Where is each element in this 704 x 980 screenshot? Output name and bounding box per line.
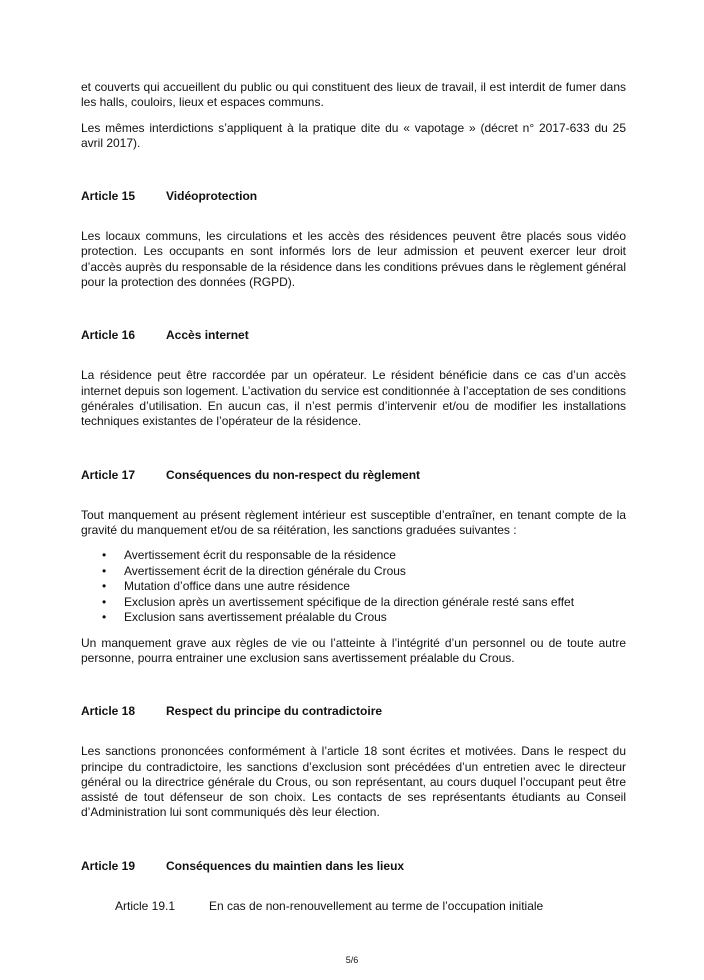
article-19-1-title: En cas de non-renouvellement au terme de l’occupation initiale: [209, 898, 544, 913]
list-item: • Avertissement écrit de la direction générale du Crous: [102, 563, 406, 578]
article-16-heading: [81, 328, 626, 343]
article-15-number: Article 15: [81, 189, 136, 204]
article-17-after: Un manquement grave aux règles de vie ou l’atteinte à l’intégrité d’un personnel ou de toute autre personne, pourra entrainer une exclusion sans avertissement préalable du Crous.: [81, 635, 626, 665]
page-content: [81, 80, 626, 914]
article-19-1-heading: [115, 899, 626, 914]
article-18-body: Les sanctions prononcées conformément à l’article 18 sont écrites et motivées. Dans le respect du principe du contradictoire, les sanctions d’exclusion sont précédées d’un entretien avec le directeur général ou la directrice générale du Crous, ou son représentant, au cours duquel l’occupant peut être assisté de tout défenseur de son choix. Les contacts de ses représentants étudiants au Conseil d’Administration lui sont communiqués dès leur élection.: [81, 744, 626, 820]
intro-paragraph-2: Les mêmes interdictions s’appliquent à la pratique dite du « vapotage » (décret n° 2017-633 du 25 avril 2017).: [81, 120, 626, 150]
bullet-icon: •: [102, 548, 107, 563]
list-item: • Mutation d’office dans une autre résidence: [102, 579, 350, 594]
article-18-heading: [81, 704, 626, 719]
bullet-icon: •: [102, 579, 107, 594]
article-19-heading: [81, 859, 626, 874]
sanctions-list: [81, 548, 626, 626]
list-item: • Exclusion après un avertissement spécifique de la direction générale resté sans effet: [102, 594, 575, 609]
article-17-body: Tout manquement au présent règlement intérieur est susceptible d’entraîner, en tenant compte de la gravité du manquement et/ou de sa réitération, les sanctions graduées suivantes :: [81, 507, 626, 537]
list-item: • Avertissement écrit du responsable de la résidence: [102, 548, 396, 563]
article-18-title: Respect du principe du contradictoire: [166, 704, 383, 719]
bullet-icon: •: [102, 594, 107, 609]
bullet-icon: •: [102, 610, 107, 625]
article-16-body: La résidence peut être raccordée par un opérateur. Le résident bénéficie dans ce cas d’un accès internet depuis son logement. L’activation du service est conditionnée à l’acceptation de ses conditions générales d’utilisation. En aucun cas, il n’est permis d’intervenir et/ou de modifier les installations techniques existantes de l’opérateur de la résidence.: [81, 368, 627, 429]
article-16-number: Article 16: [81, 328, 136, 343]
article-19-number: Article 19: [81, 858, 136, 873]
article-19-title: Conséquences du maintien dans les lieux: [166, 858, 405, 873]
article-16-title: Accès internet: [166, 328, 249, 343]
intro-paragraph-1: et couverts qui accueillent du public ou qui constituent des lieux de travail, il est interdit de fumer dans les halls, couloirs, lieux et espaces communs.: [81, 80, 626, 110]
article-15-title: Vidéoprotection: [166, 189, 258, 204]
article-17-title: Conséquences du non-respect du règlement: [166, 467, 421, 482]
article-17-heading: [81, 468, 626, 483]
list-item: • Exclusion sans avertissement préalable du Crous: [102, 610, 387, 625]
bullet-icon: •: [102, 563, 107, 578]
article-17-number: Article 17: [81, 467, 136, 482]
page-number: 5/6: [345, 955, 359, 965]
article-18-number: Article 18: [81, 704, 136, 719]
article-15-body: Les locaux communs, les circulations et les accès des résidences peuvent être placés sous vidéo protection. Les occupants en sont informés lors de leur admission et peuvent exercer leur droit d’accès auprès du responsable de la résidence dans les conditions prévues dans le règlement général pour la protection des données (RGPD).: [81, 229, 626, 290]
article-15-heading: [81, 189, 626, 204]
article-19-1-number: Article 19.1: [115, 898, 176, 913]
